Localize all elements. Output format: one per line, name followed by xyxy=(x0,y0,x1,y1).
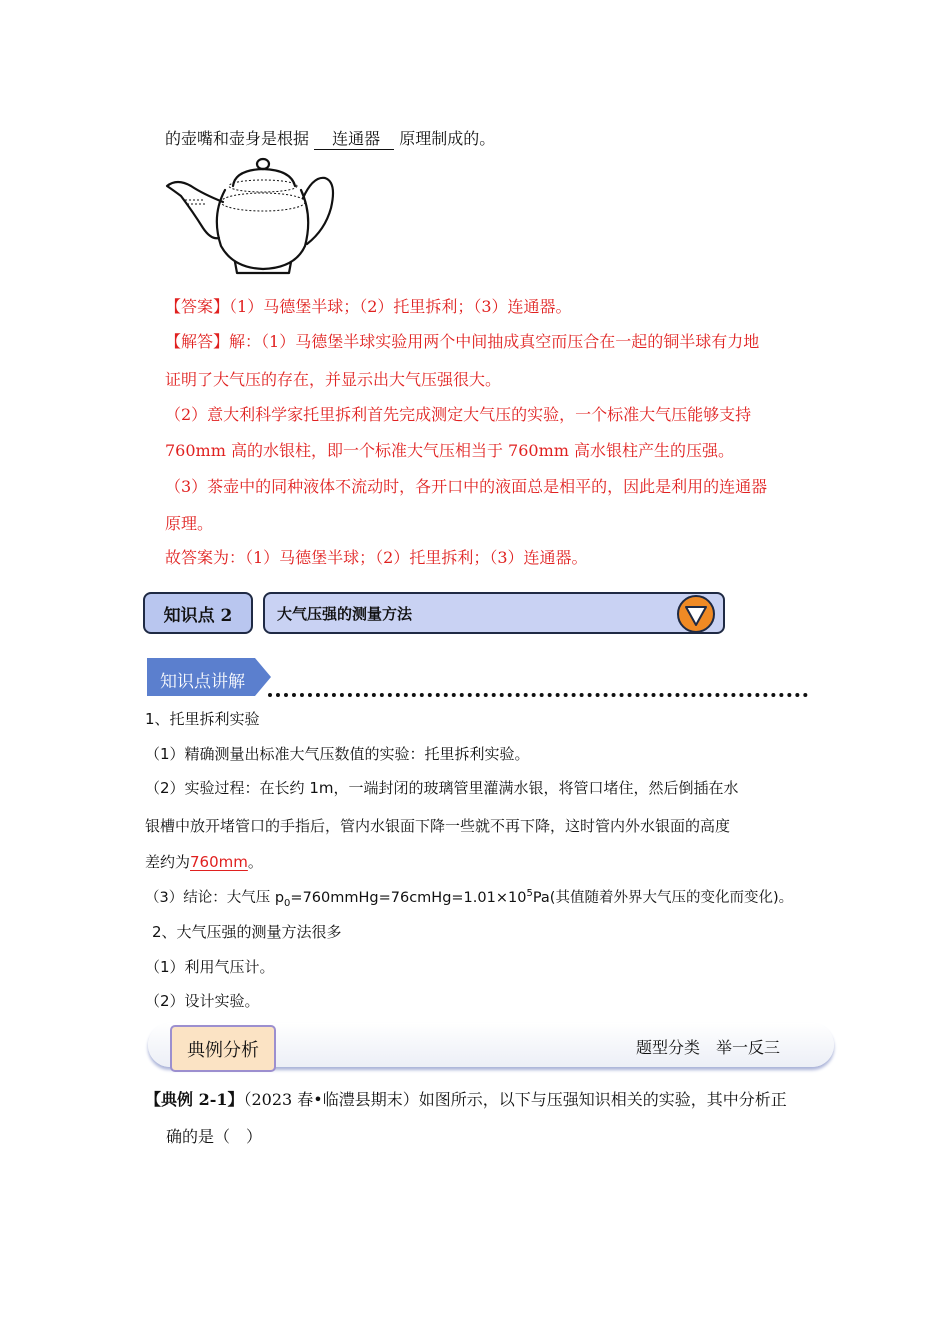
point-2-line-3 xyxy=(145,851,263,872)
point-3 xyxy=(145,886,793,909)
example-tag: 【典例 2-1】 xyxy=(145,1090,244,1109)
teapot-illustration xyxy=(163,156,338,278)
example-line-2: 确的是（ ） xyxy=(166,1127,263,1146)
solution-line-5: （3）茶壶中的同种液体不流动时，各开口中的液面总是相平的，因此是利用的连通器 xyxy=(165,477,768,496)
section-tab-label: 知识点讲解 xyxy=(160,672,245,692)
point-2-prefix: 差约为 xyxy=(145,853,191,871)
solution-final: 故答案为：（1）马德堡半球；（2）托里拆利；（3）连通器。 xyxy=(165,548,588,567)
point-3-superscript: 5 xyxy=(526,888,533,900)
point-3-middle: =760mmHg=76cmHg=1.01×10 xyxy=(290,890,527,906)
solution-line-4: 760mm 高的水银柱，即一个标准大气压相当于 760mm 高水银柱产生的压强。 xyxy=(165,441,735,460)
heading-methods: 2、大气压强的测量方法很多 xyxy=(152,923,342,941)
solution-line-1 xyxy=(165,331,759,353)
heading-torricelli: 1、托里拆利实验 xyxy=(145,710,260,728)
method-1: （1）利用气压计。 xyxy=(145,958,275,976)
knowledge-point-title: 大气压强的测量方法 xyxy=(263,592,725,634)
knowledge-point-label: 知识点 2 xyxy=(143,592,253,634)
blank-answer: 连通器 xyxy=(314,129,394,150)
answer-line xyxy=(165,296,572,318)
answer-tag: 【答案】 xyxy=(165,297,230,316)
solution-text-1: 解：（1）马德堡半球实验用两个中间抽成真空而压合在一起的铜半球有力地 xyxy=(229,332,760,351)
point-2-line-2: 银槽中放开堵管口的手指后，管内水银面下降一些就不再下降，这时管内外水银面的高度 xyxy=(145,817,731,835)
example-line-1 xyxy=(145,1089,787,1111)
dotted-divider xyxy=(268,693,808,697)
solution-line-6: 原理。 xyxy=(165,514,214,533)
solution-tag: 【解答】 xyxy=(165,332,230,351)
example-bar-subtitle: 题型分类 举一反三 xyxy=(636,1038,781,1057)
fill-blank-sentence xyxy=(165,128,495,150)
point-3-suffix: Pa(其值随着外界大气压的变化而变化)。 xyxy=(532,890,794,906)
point-3-subscript: 0 xyxy=(284,897,291,909)
point-3-prefix: （3）结论：大气压 p xyxy=(145,890,285,906)
down-triangle-icon xyxy=(676,594,716,634)
point-1: （1）精确测量出标准大气压数值的实验：托里拆利实验。 xyxy=(145,745,530,763)
solution-line-3: （2）意大利科学家托里拆利首先完成测定大气压的实验，一个标准大气压能够支持 xyxy=(165,405,752,424)
point-2-suffix: 。 xyxy=(247,853,263,871)
method-2: （2）设计实验。 xyxy=(145,992,260,1010)
example-analysis-tag: 典例分析 xyxy=(170,1025,276,1072)
sentence-suffix: 原理制成的。 xyxy=(399,129,496,148)
height-value: 760mm xyxy=(190,853,248,871)
example-text-1: （2023 春•临澧县期末）如图所示，以下与压强知识相关的实验，其中分析正 xyxy=(243,1090,787,1109)
sentence-prefix: 的壶嘴和壶身是根据 xyxy=(165,129,310,148)
solution-line-2: 证明了大气压的存在，并显示出大气压强很大。 xyxy=(165,370,502,389)
answer-text: （1）马德堡半球；（2）托里拆利；（3）连通器。 xyxy=(229,297,572,316)
point-2-line-1: （2）实验过程：在长约 1m，一端封闭的玻璃管里灌满水银，将管口堵住，然后倒插在水 xyxy=(145,779,739,797)
